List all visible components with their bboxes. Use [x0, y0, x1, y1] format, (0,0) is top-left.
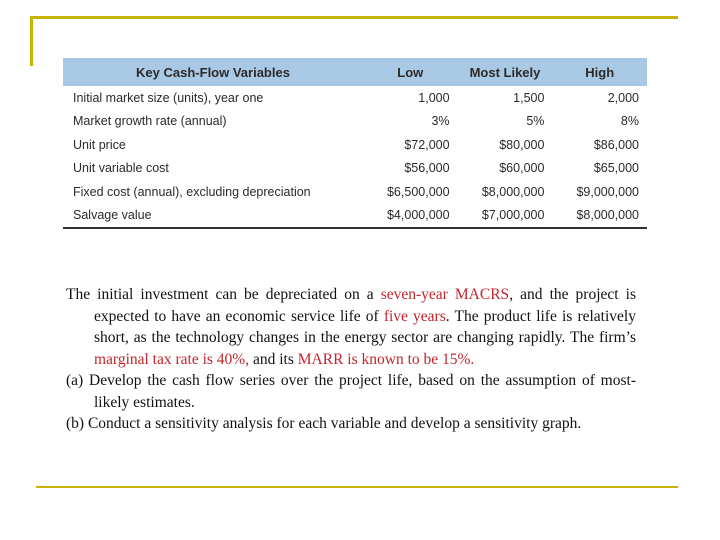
- decorative-bottom-bar: [36, 486, 678, 488]
- intro-text-2: , and the project is expected to have an economic service life of: [94, 286, 636, 325]
- cell-low: 1,000: [418, 90, 450, 105]
- table-row: [63, 133, 647, 157]
- cell-low: $6,500,000: [386, 184, 450, 199]
- header-high: High: [585, 64, 615, 80]
- cash-flow-table-container: [63, 58, 647, 229]
- cell-low: $4,000,000: [363, 204, 458, 229]
- highlight-marr: MARR is known to be 15%.: [297, 350, 475, 368]
- intro-text-3: . The product life is relatively short, as the technology changes in the energy sector are changing rapidly. The firm’s: [94, 307, 636, 346]
- row-label: Unit variable cost: [73, 161, 169, 176]
- problem-statement: [66, 284, 636, 435]
- cell-high: 8%: [620, 114, 639, 129]
- cell-most-likely: 5%: [526, 114, 545, 129]
- decorative-top-bar: [30, 16, 678, 19]
- cell-high: $86,000: [593, 137, 639, 152]
- cell-most-likely: $80,000: [499, 137, 545, 152]
- cell-most-likely: $8,000,000: [481, 184, 545, 199]
- cell-low: $72,000: [404, 137, 450, 152]
- highlight-service-life: five years: [383, 307, 446, 325]
- cell-high: $9,000,000: [576, 184, 639, 199]
- cell-high: $65,000: [593, 161, 639, 176]
- table-row: [63, 204, 647, 229]
- table-row: [63, 110, 647, 134]
- intro-paragraph: [66, 284, 636, 370]
- question-b: (b) Conduct a sensitivity analysis for each variable and develop a sensitivity graph.: [66, 415, 582, 432]
- table-header-row: [63, 58, 647, 86]
- header-most-likely: Most Likely: [469, 64, 541, 80]
- cell-high: $8,000,000: [552, 204, 647, 229]
- row-label: Fixed cost (annual), excluding depreciation: [73, 184, 311, 199]
- highlight-tax-rate: marginal tax rate is 40%,: [94, 350, 250, 368]
- cell-low: 3%: [431, 114, 450, 129]
- table-row: [63, 157, 647, 181]
- row-label: Market growth rate (annual): [73, 114, 227, 129]
- cell-most-likely: $60,000: [499, 161, 545, 176]
- header-variables: Key Cash-Flow Variables: [136, 64, 290, 80]
- cell-most-likely: 1,500: [513, 90, 545, 105]
- cell-high: 2,000: [607, 90, 639, 105]
- table-row: [63, 86, 647, 110]
- highlight-macrs: seven-year MACRS: [380, 286, 510, 303]
- row-label: Salvage value: [63, 204, 363, 229]
- table-row: [63, 180, 647, 204]
- cell-most-likely: $7,000,000: [458, 204, 553, 229]
- intro-text-1: The initial investment can be depreciated on a: [66, 286, 381, 303]
- header-low: Low: [397, 64, 424, 80]
- question-a: (a) Develop the cash flow series over the project life, based on the assumption of most-likely estimates.: [66, 372, 636, 411]
- row-label: Initial market size (units), year one: [73, 90, 264, 105]
- cash-flow-variables-table: [63, 58, 647, 229]
- cell-low: $56,000: [404, 161, 450, 176]
- decorative-left-bar: [30, 16, 33, 66]
- intro-text-4: and its: [249, 350, 298, 368]
- row-label: Unit price: [73, 137, 126, 152]
